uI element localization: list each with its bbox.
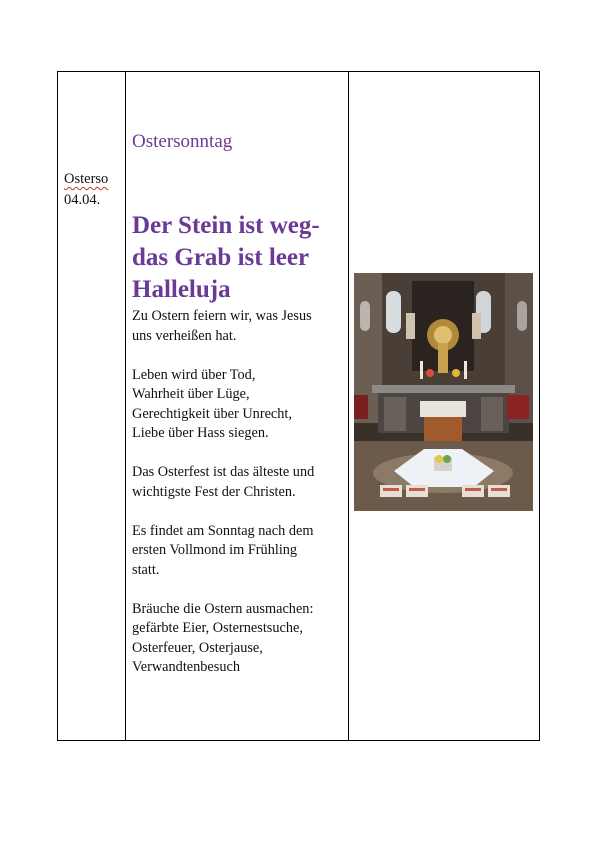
- church-altar-photo: [354, 273, 533, 511]
- text-line: Wahrheit über Lüge,: [132, 386, 250, 402]
- body-text: [132, 307, 344, 697]
- title-line: Halleluja: [132, 276, 231, 303]
- title-line: Der Stein ist weg-: [132, 212, 320, 239]
- day-label: Osterso: [64, 171, 109, 187]
- text-line: Gerechtigkeit über Unrecht,: [132, 405, 292, 422]
- section-heading: Ostersonntag: [132, 131, 233, 152]
- text-line: Verwandtenbesuch: [132, 659, 240, 675]
- paragraph-victory: [132, 366, 344, 444]
- text-line: statt.: [132, 561, 160, 578]
- text-line: ersten Vollmond im Frühling: [132, 542, 298, 558]
- main-title: [132, 210, 347, 306]
- title-line: das Grab ist leer: [132, 244, 310, 271]
- date-label: 04.04.: [64, 192, 101, 208]
- text-line: Das Osterfest ist das älteste und: [132, 464, 315, 480]
- text-line: Bräuche die Ostern ausmachen:: [132, 600, 314, 617]
- schedule-table-row: [57, 71, 540, 741]
- date-column: [58, 72, 126, 740]
- text-line: wichtigste Fest der Christen.: [132, 483, 296, 500]
- text-line: Liebe über Hass siegen.: [132, 425, 269, 441]
- text-line: Leben wird über Tod,: [132, 366, 256, 383]
- paragraph-customs: [132, 600, 344, 678]
- image-column: [349, 72, 539, 740]
- paragraph-oldest-feast: [132, 463, 344, 502]
- text-line: Es findet am Sonntag nach dem: [132, 522, 314, 539]
- text-line: Zu Ostern feiern wir, was Jesus: [132, 308, 312, 324]
- paragraph-intro: [132, 307, 344, 346]
- paragraph-date-rule: [132, 522, 344, 581]
- text-line: uns verheißen hat.: [132, 327, 237, 344]
- text-line: Osterfeuer, Osterjause,: [132, 639, 263, 656]
- text-column: [126, 72, 349, 740]
- text-line: gefärbte Eier, Osternestsuche,: [132, 620, 303, 636]
